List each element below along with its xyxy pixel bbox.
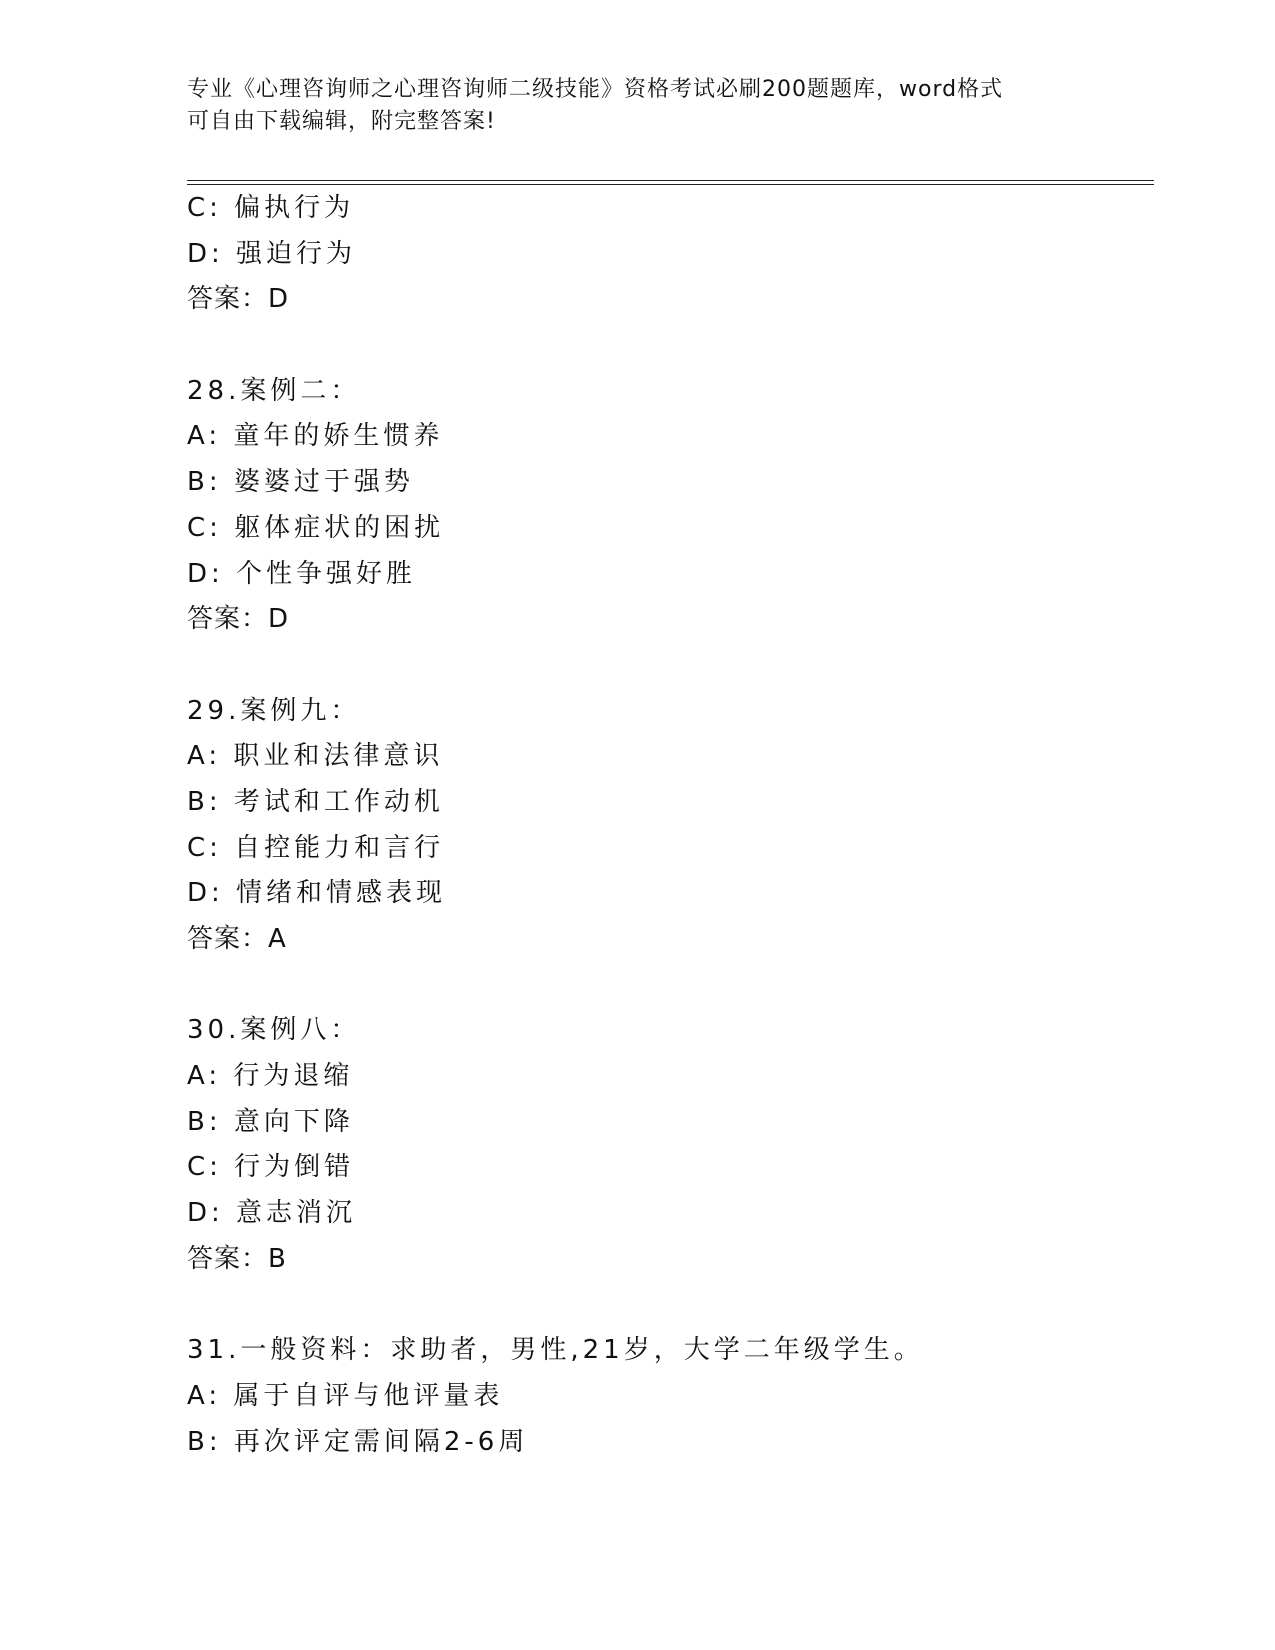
question-stem: 30.案例八： xyxy=(187,1015,361,1046)
question-stem: 31.一般资料：求助者，男性,21岁，大学二年级学生。 xyxy=(187,1335,924,1366)
document-header xyxy=(187,74,1087,138)
header-divider-top xyxy=(187,180,1154,181)
header-line-1: 专业《心理咨询师之心理咨询师二级技能》资格考试必刷200题题库，word格式 xyxy=(187,77,1004,102)
answer-line: 答案：D xyxy=(187,284,290,315)
option-line: C: 偏执行为 xyxy=(187,193,355,223)
header-divider-bottom xyxy=(187,184,1154,185)
header-line-2: 可自由下载编辑，附完整答案! xyxy=(187,109,496,134)
option-line: A: 职业和法律意识 xyxy=(187,741,444,772)
question-stem: 29.案例九： xyxy=(187,695,361,726)
option-line: D: 强迫行为 xyxy=(187,238,357,269)
question-stem: 28.案例二： xyxy=(187,375,361,406)
option-line: B: 婆婆过于强势 xyxy=(187,467,414,498)
option-line: A: 行为退缩 xyxy=(187,1061,354,1092)
option-line: B: 考试和工作动机 xyxy=(187,786,444,817)
answer-line: 答案：D xyxy=(187,604,290,635)
option-line: C: 自控能力和言行 xyxy=(187,832,445,863)
option-line: A: 童年的娇生惯养 xyxy=(187,421,444,452)
option-line: D: 个性争强好胜 xyxy=(187,558,417,589)
option-line: D: 意志消沉 xyxy=(187,1198,357,1229)
option-line: B: 再次评定需间隔2-6周 xyxy=(187,1426,529,1457)
option-line: C: 行为倒错 xyxy=(187,1152,355,1183)
option-line: B: 意向下降 xyxy=(187,1106,354,1137)
option-line: D: 情绪和情感表现 xyxy=(187,878,447,909)
option-line: A: 属于自评与他评量表 xyxy=(187,1380,504,1411)
option-line: C: 躯体症状的困扰 xyxy=(187,512,445,543)
question-list xyxy=(187,186,1147,1465)
answer-line: 答案：B xyxy=(187,1243,287,1274)
answer-line: 答案：A xyxy=(187,924,287,954)
